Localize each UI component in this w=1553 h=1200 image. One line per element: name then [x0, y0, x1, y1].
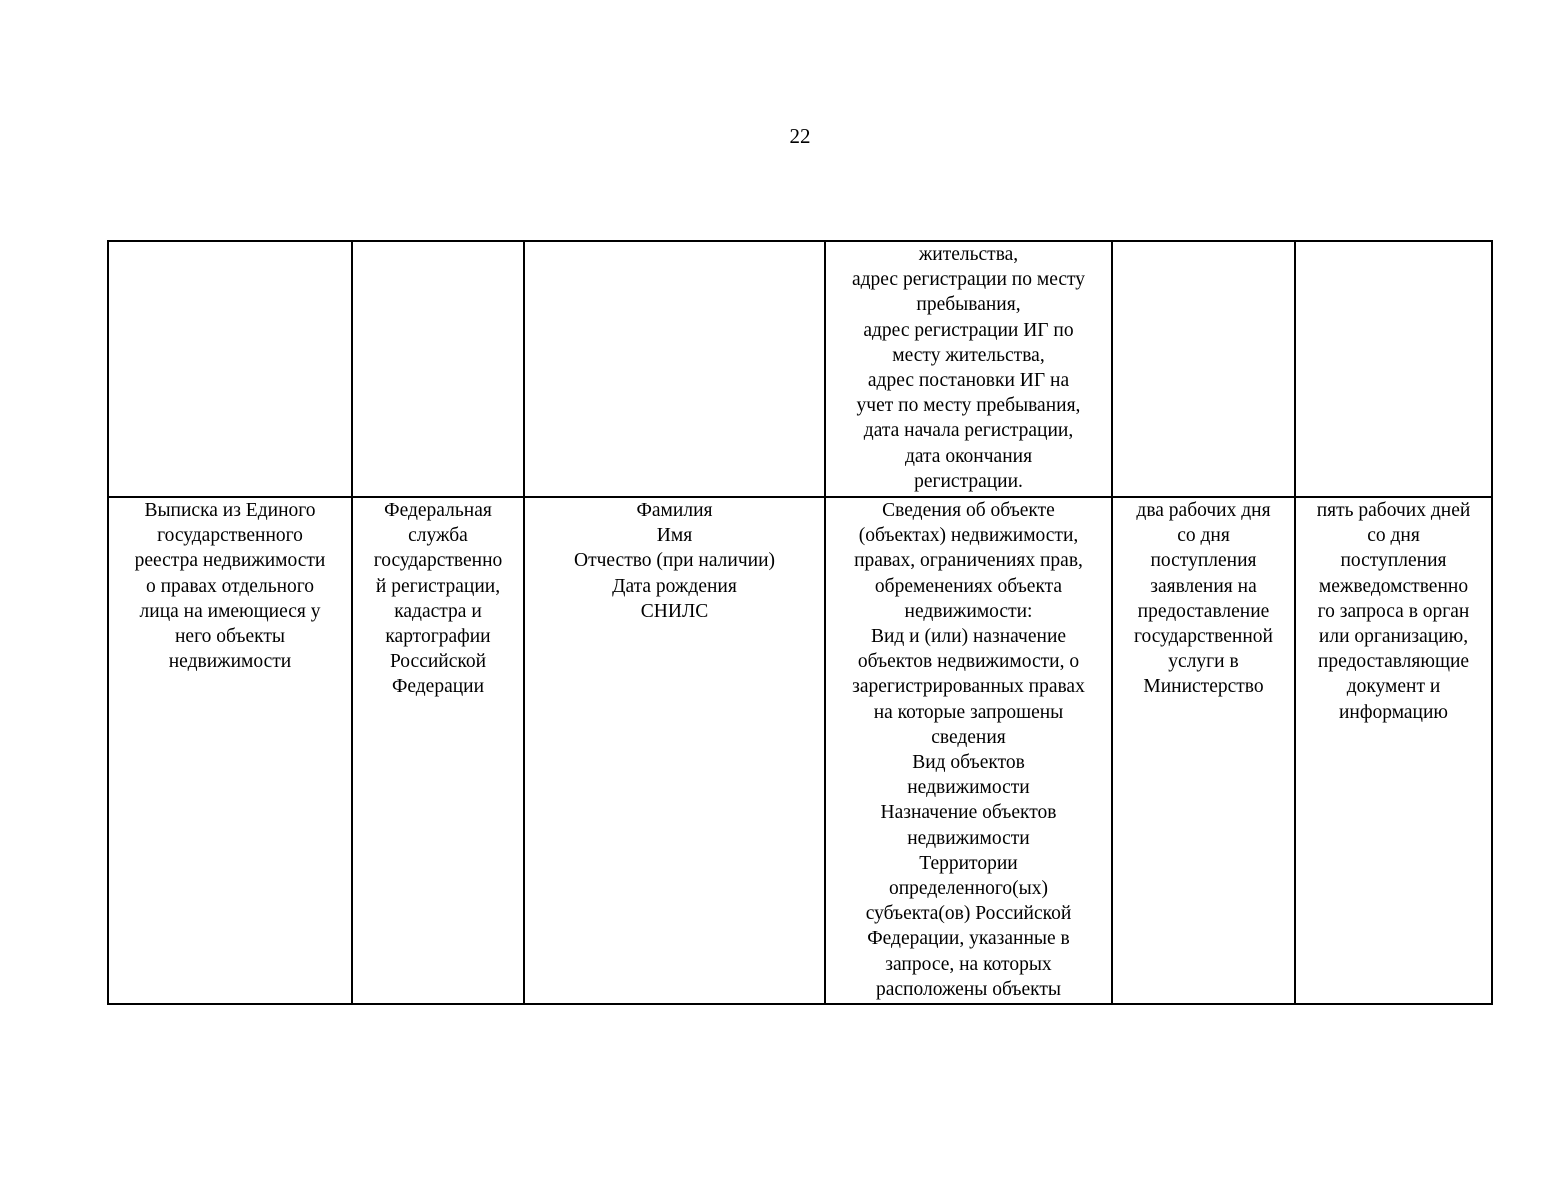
- cell-text-line: жительства,: [918, 244, 1019, 265]
- cell-text-line: субъекта(ов) Российской: [865, 903, 1072, 925]
- cell-text-line: Федерации: [391, 676, 485, 698]
- cell-text-line: о правах отдельного: [145, 575, 315, 597]
- cell-text-line: Имя: [656, 525, 693, 547]
- cell-text-line: услуги в: [1168, 651, 1239, 673]
- cell-text-line: адрес постановки ИГ на: [867, 370, 1070, 392]
- cell-text-line: два рабочих дня: [1136, 500, 1271, 521]
- cell-text-line: предоставление: [1137, 600, 1270, 622]
- cell-text-line: Назначение объектов: [880, 802, 1057, 824]
- table-cell-response-deadline: [1295, 241, 1492, 497]
- table-cell-document: [108, 497, 352, 1004]
- cell-text-line: служба: [408, 525, 468, 547]
- cell-text-line: зарегистрированных правах: [852, 676, 1085, 698]
- cell-text-line: Выписка из Единого: [144, 500, 316, 521]
- cell-text-line: поступления: [1150, 550, 1257, 572]
- table-row: [108, 241, 1492, 497]
- cell-text-line: лица на имеющиеся у: [139, 600, 321, 622]
- cell-text-line: недвижимости: [907, 827, 1030, 849]
- cell-text-line: со дня: [1177, 525, 1230, 547]
- table-cell-response-deadline: [1295, 497, 1492, 1004]
- cell-text-line: сведения: [931, 726, 1006, 748]
- cell-text-line: регистрации.: [914, 470, 1023, 492]
- cell-text-line: Вид объектов: [912, 752, 1025, 774]
- cell-text-line: Территории: [919, 852, 1018, 874]
- cell-text-line: государственной: [1134, 626, 1273, 648]
- cell-text-line: кадастра и: [394, 600, 482, 622]
- cell-text-line: недвижимости:: [904, 600, 1033, 622]
- cell-text-line: (объектах) недвижимости,: [858, 525, 1079, 547]
- page-number: 22: [789, 124, 811, 148]
- table-cell-request-fields: [524, 241, 825, 497]
- cell-text-line: СНИЛС: [640, 600, 709, 622]
- cell-text-line: заявления на: [1150, 575, 1257, 597]
- cell-text-line: правах, ограничениях прав,: [854, 550, 1083, 572]
- cell-text-line: го запроса в орган: [1317, 600, 1470, 622]
- cell-text-line: запросе, на которых: [885, 953, 1052, 975]
- cell-text-line: или организацию,: [1318, 626, 1469, 648]
- cell-text-line: дата окончания: [904, 445, 1033, 467]
- table-cell-agency: [352, 497, 524, 1004]
- cell-text-line: месту жительства,: [892, 344, 1045, 366]
- cell-text-line: й регистрации,: [375, 575, 501, 597]
- cell-text-line: информацию: [1338, 701, 1448, 723]
- cell-text-line: определенного(ых): [888, 878, 1049, 900]
- cell-text-line: Вид и (или) назначение: [870, 626, 1067, 648]
- cell-text-line: недвижимости: [907, 777, 1030, 799]
- cell-text-line: недвижимости: [168, 651, 292, 673]
- table-cell-request-fields: [524, 497, 825, 1004]
- cell-text-line: со дня: [1367, 525, 1420, 547]
- cell-text-line: Федеральная: [384, 500, 492, 521]
- table-row: [108, 497, 1492, 1004]
- cell-text-line: расположены объекты: [875, 978, 1062, 1000]
- cell-text-line: предоставляющие: [1317, 651, 1470, 673]
- cell-text-line: адрес регистрации по месту: [851, 269, 1086, 291]
- cell-text-line: государственного: [157, 525, 303, 547]
- cell-text-line: пребывания,: [916, 294, 1021, 316]
- cell-text-line: Российской: [389, 651, 487, 673]
- table-cell-agency: [352, 241, 524, 497]
- cell-text-line: Отчество (при наличии): [573, 550, 776, 572]
- cell-text-line: объектов недвижимости, о: [857, 651, 1080, 673]
- cell-text-line: пять рабочих дней: [1316, 500, 1471, 521]
- cell-text-line: Федерации, указанные в: [867, 928, 1070, 950]
- cell-text-line: государственно: [373, 550, 503, 572]
- cell-text-line: адрес регистрации ИГ по: [863, 319, 1074, 341]
- services-table: [107, 240, 1493, 1005]
- table-cell-request-deadline: [1112, 497, 1295, 1004]
- cell-text-line: Министерство: [1143, 676, 1264, 698]
- cell-text-line: картографии: [385, 626, 491, 648]
- cell-text-line: документ и: [1346, 676, 1441, 698]
- table-cell-response-fields: [825, 241, 1112, 497]
- cell-text-line: обременениях объекта: [874, 575, 1063, 597]
- cell-text-line: реестра недвижимости: [134, 550, 326, 572]
- cell-text-line: дата начала регистрации,: [863, 420, 1074, 442]
- cell-text-line: Дата рождения: [612, 575, 737, 597]
- cell-text-line: на которые запрошены: [873, 701, 1064, 723]
- table-cell-request-deadline: [1112, 241, 1295, 497]
- cell-text-line: поступления: [1340, 550, 1447, 572]
- cell-text-line: него объекты: [175, 626, 285, 648]
- table-cell-document: [108, 241, 352, 497]
- cell-text-line: Фамилия: [636, 500, 713, 521]
- table-cell-response-fields: [825, 497, 1112, 1004]
- cell-text-line: учет по месту пребывания,: [856, 395, 1081, 417]
- cell-text-line: межведомственно: [1318, 575, 1469, 597]
- cell-text-line: Сведения об объекте: [882, 500, 1055, 521]
